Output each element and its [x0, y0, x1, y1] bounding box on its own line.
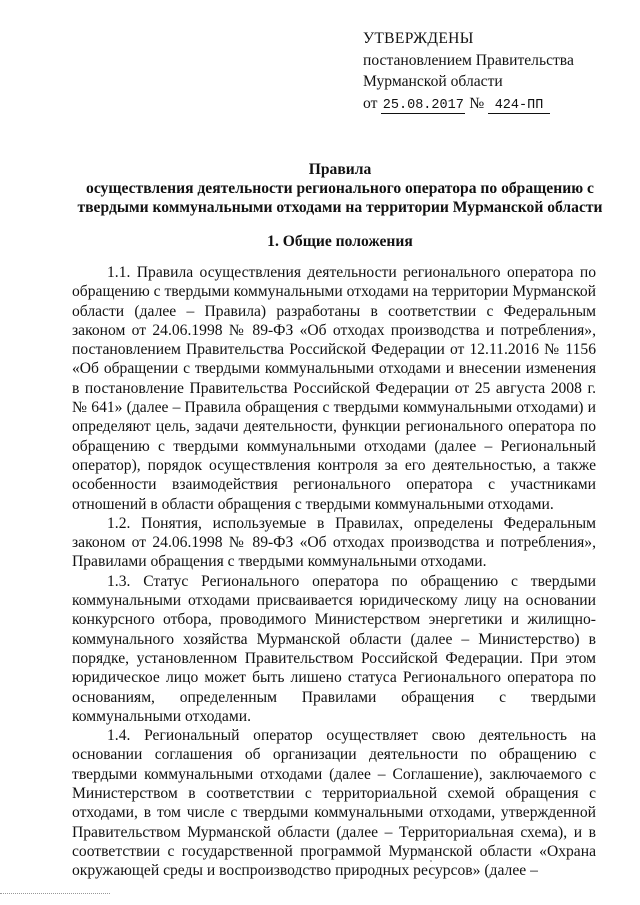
- approval-line-government: постановлением Правительства: [363, 51, 574, 69]
- approval-date-number: [363, 93, 623, 115]
- paragraph-1-4: 1.4. Региональный оператор осуществляет свою деятельность на основании соглашения об организации деятельности по обращению с твердыми коммунальными отходами (далее – Соглашение), заключаемого с Министерством в соответствии с территориальной схемой обращения с отходами, в том числе с твердыми коммунальными отходами, утвержденной Правительством Мурманской области (далее – Территориальная схема), и в соответствии с государственной программой Мурманской области «Охрана окружающей среды и воспроизводство природных ресурсов» (далее –: [72, 727, 596, 880]
- scan-footer-marks: [0, 893, 110, 900]
- section-heading: 1. Общие положения: [267, 233, 413, 250]
- approval-title: УТВЕРЖДЕНЫ: [363, 30, 474, 47]
- document-title: [60, 160, 620, 217]
- title-line-3: твердыми коммунальными отходами на территории Мурманской области: [77, 199, 603, 216]
- paragraph-1-3: 1.3. Статус Регионального оператора по обращению с твердыми коммунальными отходами присваивается юридическому лицу на основании конкурсного отбора, проводимого Министерством энергетики и жилищно-коммунального хозяйства Мурманской области (далее – Министерство) в порядке, установленном Правительством Российской Федерации. При этом юридическое лицо может быть лишено статуса Регионального оператора по основаниям, определенным Правилами обращения с твердыми коммунальными отходами.: [72, 572, 596, 725]
- approval-date: 25.08.2017: [382, 97, 464, 113]
- document-body: [72, 263, 596, 881]
- title-line-1: Правила: [308, 161, 372, 178]
- approval-number: 424-ПП: [488, 98, 550, 114]
- paragraph-1-1: 1.1. Правила осуществления деятельности регионального оператора по обращению с твердыми коммунальными отходами на территории Мурманской области (далее – Правила) разработаны в соответствии с Федеральным законом от 24.06.1998 № 89-ФЗ «Об отходах производства и потребления», постановлением Правительства Российской Федерации от 12.11.2016 № 1156 «Об обращении с твердыми коммунальными отходами и внесении изменения в постановление Правительства Российской Федерации от 25 августа 2008 г. № 641» (далее – Правила обращения с твердыми коммунальными отходами) и определяют цель, задачи деятельности, функции регионального оператора по обращению с твердыми коммунальными отходами (далее – Региональный оператор), порядок осуществления контроля за его деятельностью, а также особенности взаимодействия регионального оператора с участниками отношений в области обращения с твердыми коммунальными отходами.: [72, 264, 596, 513]
- title-line-2: осуществления деятельности регионального оператора по обращению с: [86, 180, 594, 197]
- number-prefix: №: [469, 94, 485, 112]
- date-prefix: от: [363, 94, 378, 112]
- approval-stamp: [363, 28, 623, 114]
- approval-line-region: Мурманской области: [363, 73, 503, 90]
- scan-dot: [430, 860, 432, 862]
- paragraph-1-2: 1.2. Понятия, используемые в Правилах, определены Федеральным законом от 24.06.1998 № 89-ФЗ «Об отходах производства и потребления», Правилами обращения с твердыми коммунальными отходами.: [72, 514, 596, 571]
